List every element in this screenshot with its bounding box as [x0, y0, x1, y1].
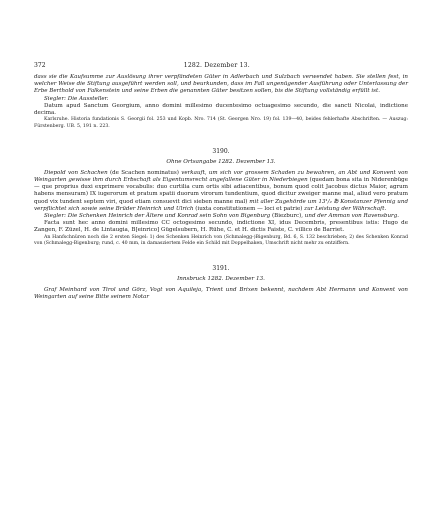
sealer-regest-2: und der Amman von Ravensburg.	[304, 213, 400, 220]
body-regest-part: verkauft, um sich vor grossem Schaden zu bewahren, an Abt und Konvent von Weingarten gewisse ihm durch Erbschaft als Eigentumsrecht angefallene Güter in Niederbiegen	[34, 169, 409, 184]
sealer-text: Die Aussteller.	[66, 95, 109, 102]
sealer-label: Siegler:	[44, 95, 66, 102]
sealer-label: Siegler:	[44, 213, 66, 220]
text-block	[34, 62, 408, 302]
running-header	[34, 62, 408, 70]
previous-datum: Datum apud Sanctum Georgium, anno domini millesimo ducentesimo octuagesimo secundo, die sancti Nicolai, indictione decima.	[34, 102, 408, 117]
body-regest-part: Diepold von Schachen	[44, 169, 108, 176]
document-heading-3190: Ohne Ortsangabe 1282. Dezember 13.	[166, 158, 276, 165]
previous-sealer-line	[34, 96, 408, 103]
previous-regest-continuation: dass sie die Kaufsumme zur Auslösung ihrer verpfändeten Güter in Adlerbach und Sulzbach verwendet haben. Sie stellen fest, in welcher Weise die Stiftung ausgeführt werden soll, und beurkunden, dass im Fall ungenügender Ausführung oder Unterlassung der Erbe Berthold von Falkenstein und seine Erben die genannten Güter besitzen sollen, bis die Stiftung vollständig erfüllt ist.	[34, 74, 408, 95]
document-3190-source-note: An Hanfschnüren noch die 2 ersten Siegel: 1) des Schenken Heinrich von (Schmalegg-)Bigenburg, Bd. 6, S. 132 beschrieben; 2) des Schenken Konrad von (Schmalegg-Bigenburg; rund, c. 40 mm, in damasziertem Felde ein Schild mit Doppelhaken, Umschrift nicht mehr zu entziffern.	[34, 234, 408, 246]
sealer-latin: (Biezburc),	[270, 213, 305, 220]
page-number: 372	[34, 62, 46, 69]
running-title: 1282. Dezember 13.	[183, 62, 250, 69]
document-3191-body: Graf Meinhard von Tirol und Görz, Vogt von Aquileja, Trient und Brixen bekennt, nachdem Abt Hermann und Konvent von Weingarten auf seine Bitte seinem Notar	[34, 287, 408, 301]
document-3190-datum: Facta sunt hec anno domini millesimo CC octogesimo secundo, indictione XI, idus Decembris, presentibus istis: Hugo de Zangen, F. Züzel, H. de Lintaugia, B[einrico] Gügelsubern, H. Rühe, C. et H. dictis Faiste, C. villico de Barriet.	[34, 220, 408, 234]
document-number-3190: 3190.	[212, 147, 230, 155]
document-3190-body	[34, 170, 408, 213]
document-heading-3191: Innsbruck 1282. Dezember 13.	[177, 276, 265, 283]
document-3190-sealer	[34, 213, 408, 220]
body-latin-part: (iuxta constitutionem — loci et patrie)	[193, 205, 305, 212]
previous-source-note: Karlsruhe. Historia fundationis S. Georgii fol. 253 und Kopb. Nro. 714 (St. Georgen Nro. 19) fol. 139—40, beides fehlerhafte Abschriften. — Auszug: Fürstenberg. UB. 5, 191 n. 223.	[34, 117, 408, 129]
body-regest-part: mit aller Zugehörde um 13¹/₂ ℔ Konstanzer Pfennig und verpflichtet sich sowie seine Brüder Heinrich und Ulrich	[34, 198, 408, 212]
document-number-3191: 3191.	[212, 265, 230, 273]
body-regest-part: zur Leistung der Währschaft.	[304, 205, 387, 212]
sealer-regest: Die Schenken Heinrich der Ältere und Konrad sein Sohn von Bigenburg	[66, 213, 271, 220]
body-latin-part: (quedam bona sita in Niderenbüge — que proprius duxi exprimere vocabulis: duo curtilia cum ortis sibi adiacentibus, bonum quod colit Jacobus dictus Maior, agrum habens mensuram) IX iugerorum et pratum spatii duorum virorum tundentium, quod dicitur zweiger manne mal, aliud vero pratum quod vix tundent septem viri, quod etiam consuevit dici sieben manne mal)	[34, 177, 409, 205]
body-latin-part: (de Scachen nominatus)	[107, 169, 182, 176]
